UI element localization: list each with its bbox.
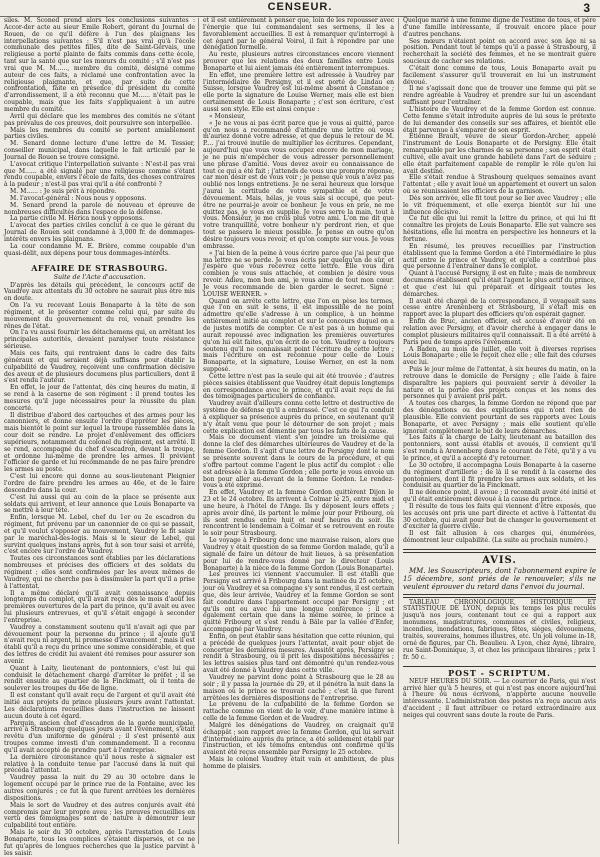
paragraph: et il est entièrement à penser que, loin de les repousser avec l'énergie que lui commandaient ses sermens, il les a favorablement accueillies. Il est à remarquer qu'interrogé à cet égard par le général Voirol, il fait à répondre par une dénégation formelle. [203, 17, 394, 52]
paragraph: Étienne Brault, veuve de sieur Gordon-Archer, appelé l'instrument de Louis Bonaparte et de Persigny. Elle était remarquable par les charmes de sa personne ; son esprit était cultivé, elle avait une grande habileté dans l'art de séduire ; elle était parfaitement capable de remplir le rôle qu'on lui avait destiné. [403, 133, 596, 175]
court-report [4, 18, 195, 258]
paragraph: Quant à l'accusé Persigny, il est en fuite ; mais de nombreux documens établissent qu'il était l'agent le plus actif du prince, et que c'est lui qui préparait et dirigeait toutes les démarches. [403, 270, 596, 298]
paragraph: C'était donc comme de tous, Louis Bonaparte avait pu facilement s'assurer qu'il trouverait en lui un instrument dévoué. [403, 64, 596, 86]
page-header [0, 0, 600, 17]
paragraph: M. Senard donne lecture d'une lettre de M. Tessier, conseiller municipal, dans laquelle le fait articulé par le Journal de Rouen se trouve consigné. [4, 140, 195, 161]
paragraph: En effet, une première lettre est adressée à Vaudrey par l'intermédiaire de Persigny, et il est porté de Lindau en Suisse, lorsque Vaudrey est lui-même absent à Constance ; elle porte la signature de Louise Werner, mais elle est bien certainement de Louis Bonaparte ; c'est son écriture, c'est aussi son style. Elle est ainsi conçue : [203, 71, 394, 113]
paragraph: Il ne dénonce point, il avoue ; il reconnaît avoir été initié et qu'il était entièrement dévoué à la cause du prince. [403, 489, 596, 504]
double-rule [403, 594, 596, 598]
paragraph: Vaudrey avait d'ailleurs connu cette lettre et destructive de système de défense qu'il a embrassé. C'est ce qui l'a conduit à expliquer sa présence auprès du prince, en soutenant qu'il n'y était venu que pour le détourner de son projet ; mais cette explication est démentie par tous les faits de la cause. [203, 400, 394, 435]
paragraph: Mais ce document vient s'en joindre un troisième qui donne la clef des démarches ultérieures de Vaudrey et de la femme Gordon. Il s'agit d'une lettre de Persigny dont le nom se présente souvent dans le cours de la procédure, et qui s'offre partout comme l'agent le plus actif du complot : elle est adressée à la femme Gordon ; elle porte je vous envoie un bon pour aller au-devant de la femme Gordon. Le rendez-vous a été exprimé. [203, 434, 394, 490]
paragraph: Avril qui déclare que les membres des comités ne s'étant pas prévalus de ces preuves, doit poursuivre son interpellée. [4, 112, 195, 127]
column-right [403, 18, 596, 844]
paragraph: Il avait été chargé de la correspondance, il voyageait sans cesse entre Arenenberg et Strasbourg, il s'était mis en rapport avec la plupart des officiers qu'on espérait gagner. [403, 297, 596, 319]
notice-box [403, 549, 596, 598]
paragraph: L'avocat des parties civiles conclut à ce que le gérant du Journal de Rouen soit condamné à 3,000 fr. de dommages-intérêts envers les plaignans. [4, 222, 195, 243]
paragraph: M. M...... : Je suis prêt à répondre. [10, 188, 117, 196]
paragraph: Enfin de Bruc, ancien officier, est accusé d'avoir été en relation avec Persigny, et d'avoir cherché à engager dans le complot plusieurs militaires qu'il connaissait. Il a été arrêté à Paris peu de temps après l'événement. [403, 318, 596, 346]
letter-salutation: « Monsieur, [209, 112, 246, 120]
paragraph: Mais le colonel Vaudrey était vain et ambitieux, de plus homme de plaisirs. [203, 756, 394, 770]
paragraph: Vaudrey a constamment soutenu qu'il n'avait agi que par dévouement pour la personne du prince ; il ajoute qu'il n'avait reçu ni argent, ni promesse d'avancement ; mais il est établi qu'il a reçu du prince une somme considérable, et que des lettres de crédit lui avaient été remises pour assurer son avenir. [4, 623, 195, 665]
paragraph: Elle s'était rendue à Strasbourg quelques semaines avant l'attentat ; elle y avait loué un appartement et ouvert un salon où se réunissaient les officiers de la garnison. [403, 174, 596, 196]
paragraph: Il est constant qu'il avait reçu de l'argent et qu'il avait été initié aux projets du prince plusieurs jours avant l'attentat. Les déclarations recueillies dans l'instruction ne laissent aucun doute à cet égard. [4, 692, 195, 720]
paragraph: Mais les membres du comité se portent amiablement parties civiles. [4, 126, 195, 141]
paragraph: En résumé, les preuves recueillies par l'instruction établissent que la femme Gordon a été l'intermédiaire le plus actif entre le prince et Vaudrey, et qu'elle a contribué plus que personne à l'entraîner dans le complot. [403, 242, 596, 271]
letter-paragraph: « Je ne vous ai pas écrit parce que je vous ai quitté, parce qu'on nous a recommandé d'attendre une lettre où vous m'auriez donné votre adresse, et que depuis le retour de M. P.... j'ai trouvé inutile de multiplier les écritures. Cependant, aujourd'hui que vous vous occupez encore de mon mariage, je ne puis m'empêcher de vous adresser personnellement une phrase d'amitié. Vous devez avoir eu connaissance de tout ce qui a été fait ; j'attends de vous une prompte réponse, car mon désir est de vous voir ; je pense que vous n'avez pas oublié nos longs entretiens. Je ne serai heureux que lorsque j'aurai la certitude de votre sympathie et de votre dévouement. Mais, hélas, je vous sais si occupé, que peut-être ne pourrai-je avoir ce bonheur. Je vous en prie, ne me quittez pas, je vous en supplie. Je vous serre la main, tout à vous. Monsieur, je me crois plus votre ami. L'on me dit que votre tranquillité, votre bonheur n'y perdront rien, et que tout se passera le mieux possible. Je pense en outre qu'on désire toujours vous revoir, et qu'on compte sur vous. Je vous embrasse. [203, 119, 394, 250]
paragraph: A Baden, au mois de juillet, elle voit à diverses reprises Louis Bonaparte ; elle le reçoit chez elle ; elle fait des courses avec lui. [403, 345, 596, 367]
paragraph: Il ne s'agissait donc que de trouver une femme qui pût se rendre agréable à Vaudrey et prendre sur lui un ascendant suffisant pour l'entraîner. [403, 85, 596, 107]
paragraph: Puis le jour même de l'attentat, à six heures du matin, on la retrouve dans le domicile de Persigny ; elle l'aide à faire disparaître les papiers qui pouvaient servir à dévoiler la nature et la portée des projets conçus et les noms des personnes qui y avaient pris part. [403, 366, 596, 401]
paragraph: On l'a vu aussi fournir les détachemens qui, en arrêtant les principales autorités, devaient paralyser toute résistance sérieuse. [4, 329, 195, 351]
separator-rule [403, 666, 596, 667]
paragraph: Il distribue d'abord des cartouches et des armes pour les canonniers, et donne ensuite l'ordre d'apprêter les pièces, mais bientôt le point sur lequel la troupe rassemblée dans la cour doit se rendre. Le projet d'enlèvement des officiers supérieurs, notamment du colonel du régiment, est arrêté. Il se rend, accompagné du chef d'escadron, devant la troupe, et ordonne lui-même de prendre les armes. Il prévient l'officier de garde et lui recommande de ne pas faire prendre les armes au poste. [4, 411, 195, 474]
paragraph: Quant à Laity, lieutenant de pontonniers, c'est lui qui conduisit le détachement chargé d'arrêter le préfet ; il se rendit ensuite au quartier de la Finckmatt, où il tenta de soulever les troupes du 46e de ligne. [4, 664, 195, 693]
paragraph: C'est lui encore qui donne au sous-lieutenant Pleignier l'ordre de faire prendre les armes au 46e, et de le faire descendre dans la cour. [4, 473, 195, 494]
paragraph: Toutes ces circonstances sont établies par les déclarations nombreuses et précises des officiers et des soldats du régiment ; elles sont confirmées par les aveux mêmes de Vaudrey, qui ne cherche pas à dissimuler la part qu'il a prise à l'attentat. [4, 555, 195, 590]
paragraph: Enfin, lorsque M. Lebel, chef du 1er ou 2e escadron du régiment, fut prévenu par un canonnier de ce qui se passait, et qu'il voulut s'opposer au mouvement, Vaudrey le fit saisir par le maréchal-des-logis. Mais si le sieur de Lebel, qui survint quelques instans après, fut à son tour saisi et arrêté, c'est encore sur l'ordre de Vaudrey. [4, 514, 195, 556]
letter-paragraph: « J'ai bien de la peine à vous écrire parce que j'ai peur que ma lettre ne se perde. Je vous écris par quelqu'un de sûr, et j'espère que vous recevrez cette lettre. Elle vous dira combien je vous suis attachée, et combien je désire vous revoir. Adieu, mon bon ami, je vous aime de tout mon cœur. Je vous recommande de bien garder le secret. Signé : LOUISE WERNER. » [203, 249, 394, 298]
paragraph: Vaudrey ne parvint donc point à Strasbourg que le 28 au soir ; il y passa la journée du 29, et il pénétra la nuit dans la maison où le prince se trouvait caché ; c'est là que furent arrêtées les dernières dispositions de l'entreprise. [203, 674, 394, 702]
paragraph: Ses mœurs n'étaient point en accord avec son âge ni sa position. Pendant tout le temps qu'il a passé à Strasbourg, il recherchait la société des femmes, et ne se montrait guère soucieux de cacher ses relations. [403, 37, 596, 66]
double-rule [403, 549, 596, 553]
paragraph: Vaudrey passa la nuit du 29 au 30 octobre dans le logement occupé par le prince rue de la Fontaine, avec les autres conjurés ; ce fut là que furent arrêtées les dernières dispositions. [4, 774, 195, 802]
paragraph: Le voyage à Fribourg donc une mauvaise raison, alors que Vaudrey y était question de sa femme Gordon malade, qu'il a signalé de faire un détour de huit lieues, à sa présentation pour lui de rendre-vous donné par le directeur (Louis Bonaparte) à la nièce de la femme Gordon (Louis Bonaparte). [203, 537, 394, 572]
paragraph: A toutes ces charges, la femme Gordon ne répond que par des dénégations ou des explications qui n'ont rien de plausible. Elle convient pourtant de ses rapports avec Louis Bonaparte, et avec Persigny ; mais elle soutient qu'elle ignorait complètement le but de leurs démarches. [403, 400, 596, 435]
postscript-title: POST - SCRIPTUM. [448, 667, 551, 678]
paragraph: On l'a vu recevant Louis Bonaparte à la tête de son régiment, et le présenter comme celui qui, par suite du mouvement du gouvernement du roi, venait prendre les rênes de l'état. [4, 302, 195, 330]
column-rule [198, 18, 199, 844]
paragraph: Il a même déclaré qu'il avait connaissance depuis longtemps du complot, qu'il avait reçu dès le mois d'août les premières ouvertures de la part du prince, qu'il avait eu avec lui plusieurs entrevues, et qu'il s'était engagé à seconder l'entreprise. [4, 589, 195, 624]
paragraph: Le prévenu de la culpabilité de la femme Gordon se rattache comme on vient de le voir, d'une manière intime à celle de la femme Gordon et de Vaudrey. [203, 701, 394, 723]
paragraph: Mais le sort de Vaudrey et des autres conjurés avait été compromis par leur propre aveu ; les preuves recueillies en vertu des témoignages sont de nature à démontrer leur culpabilité tout entière. [4, 801, 195, 830]
paragraph: La partie civile M. Hérica nous y opposons. [10, 215, 145, 223]
paragraph: Les preuves ici viennent s'accumuler. Il est établi que Persigny est arrivé à Fribourg dans la matinée du 25 octobre, jour où Vaudrey et sa compagne s'y sont rendus, il est certain que, dès leur arrivée, Vaudrey et la femme Gordon se sont fait conduire dans l'appartement occupé par Persigny ; et qu'ils ont eu avec lui une longue conférence ; il est également certain que dans la même soirée, le prince a quitté Fribourg et s'est rendu à Bâle par la vallée d'Enfer, accompagné par Vaudrey. [203, 571, 394, 634]
paragraph: M. l'avocat-général : Nous nous y opposons. [10, 194, 147, 202]
paragraph: L'avocat critique l'interpellation suivante : N'est-il pas vrai que M...... a été signalé par une religieuse comme s'étant rendu coupable, envers l'école de faits, des choses contraires à la pudeur ; n'est-il pas vrai qu'il a été confronté ? [4, 160, 195, 189]
strasbourg-article [4, 283, 195, 857]
running-title: CENSEUR. [267, 1, 333, 13]
paragraph: Mais ces faits, qui rentraient dans le cadre des faits généraux et qui seraient déjà suffisans pour établir la culpabilité de Vaudrey, reçoivent une confirmation décisive des aveux et de plusieurs documens plus particuliers, dont il s'est rendu l'auteur. [4, 349, 195, 385]
paragraph: Le 30 octobre, il accompagna Louis Bonaparte à la caserne du régiment d'artillerie ; de là il se rendit à la caserne des pontonniers, dont il fit prendre les armes aux soldats, et les conduisit au quartier de la Finckmatt. [403, 461, 596, 490]
paragraph: En effet, le jour de l'attentat, dès cinq heures du matin, il se rend à la caserne de son régiment : il prend toutes les mesures qu'il juge nécessaires pour la réussite du plan concerté. [4, 384, 195, 412]
column-left [4, 17, 195, 857]
notice-title: AVIS. [482, 554, 517, 566]
paragraph: Quand on arrête cette lettre, que l'on en pèse les termes, que l'on en suit le sens, il est impossible de ne point admettre qu'elle s'adresse à un complice, à un homme entièrement initié au complot et sur le concours duquel on a de justes motifs de compter. Ce n'est pas à un homme qui aurait repoussé avec indignation les premières ouvertures qu'on lui eût faites, qu'on écrit de ce ton. Vaudrey a toujours soutenu qu'il ne connaissait point l'écriture de cette lettre ; mais l'écriture en est reconnue pour celle de Louis Bonaparte, et la signature, Louise Werner, en est la nom supposé. [203, 297, 394, 374]
column-rule [398, 18, 399, 844]
page-number: 3 [583, 1, 590, 15]
article-continuation-note: Il est fait allusion à ces charges qui, énumérées, démontrent leur culpabilité. (La suite au prochain numéro.) [403, 530, 596, 545]
section-subtitle: Suite de l'Acte d'accusation. [53, 272, 146, 281]
section-title: AFFAIRE DE STRASBOURG. [31, 262, 168, 273]
postscript-text: NEUF HEURES DU SOIR. — Le courrier de Paris, qui n'est arrivé hier qu'à 5 heures, et qui n'est pas encore aujourd'hui à l'heure où nous écrivons, n'apporte aucune nouvelle intéressante. L'administration des postes n'a reçu aucun avis d'accident ; il faut attribuer ce retard extraordinaire aux neiges qui couvrent sans doute la route de Paris. [403, 677, 596, 719]
paragraph: Dès son arrivée, elle fit tout pour se lier avec Vaudrey ; elle le vit fréquemment, et elle exerça bientôt sur lui une influence décisive. [403, 194, 596, 216]
paragraph: Parquin, ancien chef d'escadron de la garde municipale, arrivé à Strasbourg quelques jours avant l'événement, s'était revêtu d'un uniforme de général ; il s'est présenté aux troupes comme investi d'un commandement. Il a reconnu qu'il avait accepté de prendre part à l'entreprise. [4, 719, 195, 754]
paragraph: Quelque marié à une femme digne de l'estime de tous, et père d'une famille intéressante, il trouvait encore place pour d'autres penchans. [403, 17, 596, 38]
paragraph: Il résulte de tous les faits qui viennent d'être exposés, que les accusés ont pris une part directe et active à l'attentat du 30 octobre, qui avait pour but de changer le gouvernement et d'exciter la guerre civile. [403, 502, 596, 531]
paragraph: L'histoire de Vaudrey et de la femme Gordon est connue. Cette femme s'était introduite auprès de lui sous le prétexte de lui demander des conseils sur ses affaires, et bientôt elle était parvenue à s'emparer de son esprit. [403, 105, 596, 134]
paragraph: C'est lui aussi qui au coin de la place se présente aux soldats qui arrivent, et leur annonce que Louis Bonaparte va se mettre à leur tête. [4, 493, 195, 515]
paragraph: Au reste, plusieurs autres circonstances encore viennent prouver que les relations des deux familles entre Louis Bonaparte et lui aient jamais été entièrement interrompues. [203, 51, 394, 72]
paragraph: Les faits à la charge de Laity, lieutenant au bataillon des pontonniers, sont aussi établis et avoués, il convient qu'il s'est rendu à Arenenberg dans le courant de l'été, qu'il y a vu le prince, et qu'il a accepté d'y retourner. [403, 434, 596, 462]
paragraph: M. Senard prend la parole de nouveau et épreuve de nombreuses difficultés dans l'espace de la défense. [4, 201, 195, 216]
paragraph: Malgré les dénégations de Vaudrey, on craignait qu'il échappât ; son rapport avec la femme Gordon, qui lui servait d'intermédiaire auprès du prince, a été solidement établi par l'instruction, et les témoins entendus ont confirmé qu'ils avaient été reçus ensemble par Persigny le 25 octobre. [203, 721, 394, 757]
book-advertisement: TABLEAU CHRONOLOGIQUE, HISTORIQUE ET STATISTIQUE DE LYON, depuis les temps les plus reculés jusqu'à nos jours, contenant tout ce qui a rapport aux monumens, magistratures, communes et civiles, religieux, incendies, inondations, fabriques, fêtes, sièges, dévouemens, traités, souverains, hommes illustres, etc. Un joli volume in-18, orné de figures, par Ch. Beaulieu. A Lyon, chez Ayné, libraire, rue Saint-Dominique, 3, et chez les principaux libraires ; prix 1 fr. 50 c. [403, 598, 596, 661]
paragraph: Mais le soir du 30 octobre, après l'arrestation de Louis Bonaparte, tous les complices s'étaient dispersés, et ce ne fut qu'après de longues recherches que la justice parvint à les saisir. [4, 829, 195, 857]
paragraph: La cour condamne M. E. Brière, comme coupable d'un quasi-délit, aux dépens pour tous dommages-intérêts. [4, 242, 195, 257]
paragraph: D'après les détails qui précèdent, le concours actif de Vaudrey aux attentats du 30 octobre ne saurait plus être mis en doute. [4, 281, 195, 303]
paragraph: Cette lettre n'est pas la seule qui ait été trouvée ; d'autres pièces saisies établissent que Vaudrey était depuis longtemps en correspondance avec le prince, et qu'il avait reçu de lui des témoignages particuliers de confiance. [203, 372, 394, 401]
paragraph: Enfin, on peut établir sans hésitation que cette réunion, qui a précédé de quelques jours l'attentat, avait pour objet de concerter les dernières mesures. Aussitôt après, Persigny se rendit à Strasbourg, où il prit les dispositions nécessaires ; les lettres saisies plus tard ont démontré qu'un rendez-vous avait été donné à Vaudrey dans cette ville. [203, 632, 394, 675]
column-middle [203, 18, 394, 844]
paragraph: Ce fut elle qui lui remit la lettre du prince, et qui lui fit connaître les projets de Louis Bonaparte. Elle sut vaincre ses hésitations, elle lui montra en perspective les honneurs et la fortune. [403, 215, 596, 243]
paragraph: En effet, Vaudrey et la femme Gordon quittèrent Dijon le 23 et le 24 octobre. Ils arrivent à Colmar le 25, entre midi et une heure, à l'hôtel de l'Ange. Ils y déposent leurs effets ; après avoir dîné, ils partent le même jour pour Fribourg, où ils sont rendus entre huit et neuf heures du soir. Ils rencontrent le lendemain à Colmar et se retrouvent en route le soir pour Strasbourg. [203, 489, 394, 538]
notice-text: MM. les Souscripteurs, dont l'abonnement expire le 15 décembre, sont priés de le renouveler, s'ils ne veulent éprouver du retard dans l'envoi du journal. [403, 566, 596, 592]
paragraph: La dernière circonstance qu'il nous reste à signaler est relative à la conduite tenue par l'accusé dans la nuit qui précéda l'attentat. [4, 753, 195, 775]
paragraph: siles. M. Sconed prend alors les conclusions suivantes : Accor-der acte au sieur Emile Robert, gérant du Journal de Rouen, de ce qu'il défère à l'un des plaignans les interpellations suivantes : S'il n'est pas vrai qu'à l'école communale des petites filles, dite de Saint-Gervais, une religieuse a porté plainte de faits commis dans cette école, tant sur la santé que sur les mœurs du comité ; s'il n'est pas vrai que M. M......, membre du comité, désigné comme auteur de ces faits, a réclamé une confrontation avec la religieuse plaignante, et que, par suite de cette confrontation, faite en présence du président du comité d'arrondissement, il a été reconnu que M...... n'était pas le coupable, mais que les faits s'appliquaient à un autre membre du comité. [4, 17, 195, 113]
